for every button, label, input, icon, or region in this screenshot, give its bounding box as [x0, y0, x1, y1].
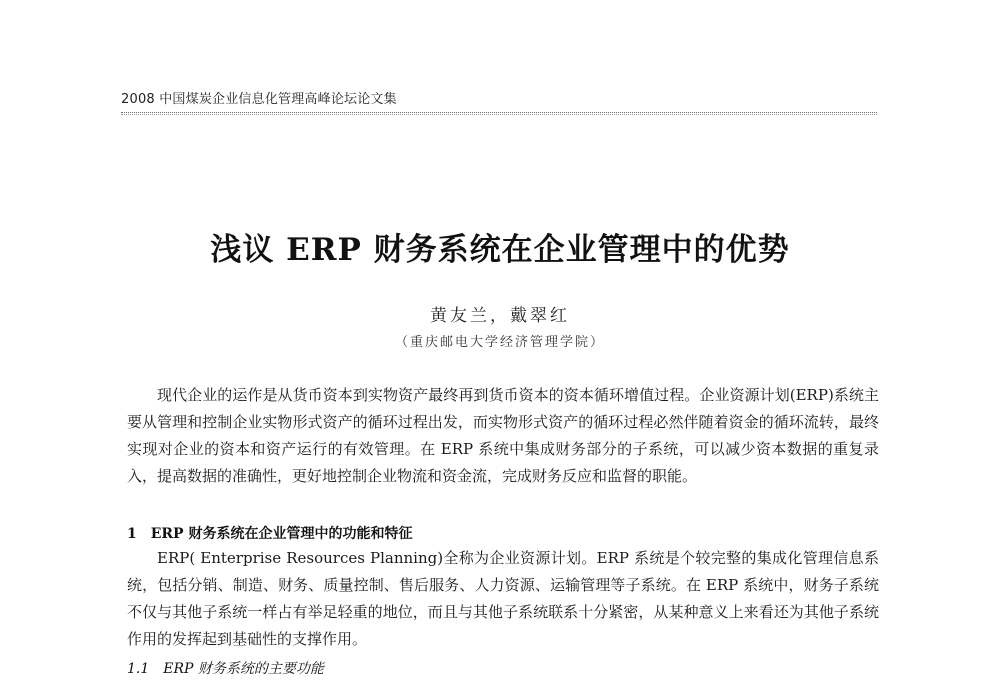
section-heading-1: 1 ERP 财务系统在企业管理中的功能和特征: [127, 526, 413, 542]
header-rule: [121, 112, 877, 113]
paragraph-section-1: ERP( Enterprise Resources Planning)全称为企业资源计划。ERP 系统是个较完整的集成化管理信息系统，包括分销、制造、财务、质量控制、售后服务、人力资源、运输管理等子系统。在 ERP 系统中，财务子系统不仅与其他子系统一样占有举足轻重的地位，而且与其他子系统联系十分紧密，从某种意义上来看还为其他子系统作用的发挥起到基础性的支撑作用。: [127, 549, 879, 648]
header-rule-secondary: [121, 114, 877, 115]
authors: 黄友兰，戴翠红: [430, 306, 570, 326]
paper-title: 浅议 ERP 财务系统在企业管理中的优势: [210, 232, 790, 268]
subsection-heading-1-1: 1.1 ERP 财务系统的主要功能: [127, 661, 324, 677]
paragraph-intro: 现代企业的运作是从货币资本到实物资产最终再到货币资本的资本循环增值过程。企业资源计划(ERP)系统主要从管理和控制企业实物形式资产的循环过程出发，而实物形式资产的循环过程必然伴随着资金的循环流转，最终实现对企业的资本和资产运行的有效管理。在 ERP 系统中集成财务部分的子系统，可以减少资本数据的重复录入，提高数据的准确性，更好地控制企业物流和资金流，完成财务反应和监督的职能。: [127, 386, 879, 485]
affiliation: （重庆邮电大学经济管理学院）: [394, 335, 605, 350]
running-head: 2008 中国煤炭企业信息化管理高峰论坛论文集: [121, 92, 397, 107]
